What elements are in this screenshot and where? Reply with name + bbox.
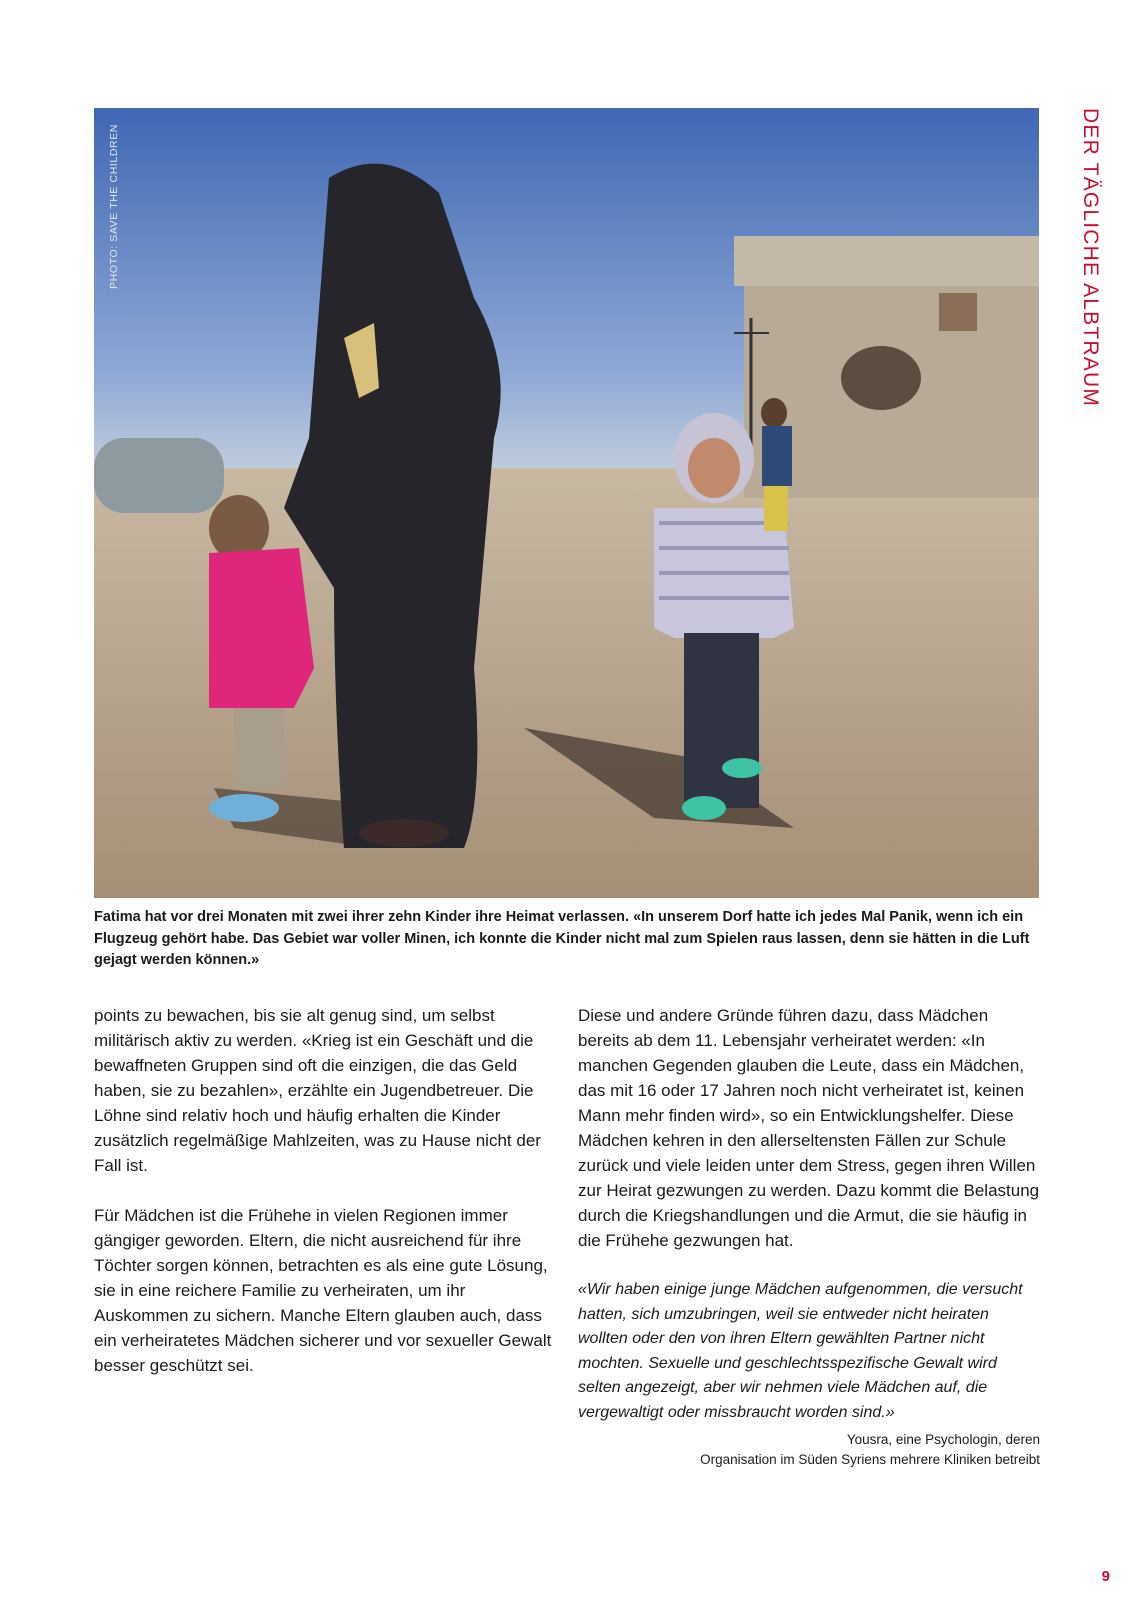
attribution-line: Organisation im Süden Syriens mehrere Kliniken betreibt [700, 1452, 1040, 1467]
page-number: 9 [1101, 1568, 1110, 1585]
paragraph: points zu bewachen, bis sie alt genug sind, um selbst militärisch aktiv zu werden. «Krieg ist ein Geschäft und die bewaffneten Gruppen sind oft die einzigen, die das Geld haben, sie zu bezahlen», erzählte ein Jugendbetreuer. Die Löhne sind relativ hoch und häufig erhalten die Kinder zusätzlich regelmäßige Mahlzeiten, was zu Hause nicht der Fall ist. [94, 1006, 541, 1175]
paragraph: Für Mädchen ist die Frühehe in vielen Regionen immer gängiger geworden. Eltern, die nicht ausreichend für ihre Töchter sorgen können, betrachten es als eine gute Lösung, sie in eine reichere Familie zu verheiraten, um ihr Auskommen zu sichern. Manche Eltern glauben auch, dass ein verheiratetes Mädchen sicherer und vor sexueller Gewalt besser geschützt sei. [94, 1206, 552, 1375]
left-column [94, 1003, 552, 1403]
photo-woman-and-children-icon [94, 108, 1039, 898]
section-title: DER TÄGLICHE ALBTRAUM [1079, 108, 1102, 408]
quote-attribution [578, 1430, 1040, 1470]
right-column [578, 1003, 1042, 1450]
attribution-line: Yousra, eine Psychologin, deren [846, 1432, 1040, 1447]
photo-caption: Fatima hat vor drei Monaten mit zwei ihrer zehn Kinder ihre Heimat verlassen. «In unserem Dorf hatte ich jedes Mal Panik, wenn ich ein Flugzeug gehört habe. Das Gebiet war voller Minen, ich konnte die Kinder nicht mal zum Spielen raus lassen, denn sie hätten in die Luft gejagt werden können.» [94, 909, 1030, 968]
paragraph: Diese und andere Gründe führen dazu, dass Mädchen bereits ab dem 11. Lebensjahr verheiratet werden: «In manchen Gegenden glauben die Leute, dass ein Mädchen, das mit 16 oder 17 Jahren noch nicht verheiratet ist, keinen Mann mehr finden wird», so ein Entwicklungshelfer. Diese Mädchen kehren in den allerseltensten Fällen zur Schule zurück und viele leiden unter dem Stress, gegen ihren Willen zur Heirat gezwungen zu werden. Dazu kommt die Belastung durch die Kriegshandlungen und die Armut, die sie häufig in die Frühehe gezwungen hat. [578, 1006, 1040, 1250]
article-photo [94, 108, 1039, 898]
pull-quote: «Wir haben einige junge Mädchen aufgenommen, die versucht hatten, sich umzubringen, weil sie entweder nicht heiraten wollten oder den von ihren Eltern gewählten Partner nicht mochten. Sexuelle und geschlechtsspezifische Gewalt wird selten angezeigt, aber wir nehmen viele Mädchen auf, die vergewaltigt oder missbraucht worden sind.» [578, 1281, 1023, 1421]
photo-credit: PHOTO: SAVE THE CHILDREN [108, 124, 120, 289]
